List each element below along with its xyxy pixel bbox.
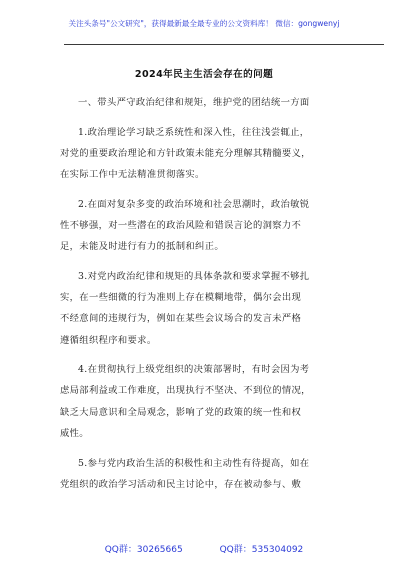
paragraph-5	[60, 453, 350, 495]
paragraph-2	[60, 194, 350, 258]
paragraph-line: 对党的重要政治理论和方针政策未能充分理解其精髓要义，	[60, 147, 311, 159]
paragraph-line: 2.在面对复杂多变的政治环境和社会思潮时，政治敏锐	[78, 198, 310, 210]
header-banner: 关注头条号"公文研究"，获得最新最全最专业的公文资料库！ 微信：gongwenyj	[68, 19, 340, 28]
paragraph-line: 足，未能及时进行有力的抵制和纠正。	[60, 241, 224, 253]
page-title: 2024年民主生活会存在的问题	[134, 69, 274, 80]
paragraph-line: 1.政治理论学习缺乏系统性和深入性，往往浅尝辄止，	[78, 126, 310, 138]
paragraph-1	[60, 122, 350, 186]
section-heading: 一、带头严守政治纪律和规矩，维护党的团结统一方面	[78, 97, 310, 108]
header-divider	[64, 44, 384, 45]
paragraph-line: 虑局部利益或工作难度，出现执行不坚决、不到位的情况，	[60, 385, 311, 397]
paragraph-line: 遵循组织程序和要求。	[60, 334, 157, 346]
paragraph-line: 在实际工作中无法精准贯彻落实。	[60, 169, 205, 181]
document-body	[60, 92, 350, 495]
paragraph-line: 性不够强，对一些潜在的政治风险和错误言论的洞察力不	[60, 220, 302, 232]
paragraph-line: 党组织的政治学习活动和民主讨论中，存在被动参与、敷	[60, 478, 302, 490]
paragraph-line: 威性。	[60, 427, 89, 439]
paragraph-line: 3.对党内政治纪律和规矩的具体条款和要求掌握不够扎	[78, 270, 310, 282]
footer-contacts	[0, 542, 408, 555]
footer-qq-group-2: QQ群：535304092	[219, 545, 304, 555]
footer-qq-group-1: QQ群：30265665	[104, 545, 183, 555]
paragraph-3	[60, 266, 350, 351]
paragraph-line: 不经意间的违规行为，例如在某些会议场合的发言未严格	[60, 313, 302, 325]
paragraph-line: 4.在贯彻执行上级党组织的决策部署时，有时会因为考	[78, 364, 310, 376]
paragraph-line: 实，在一些细微的行为准则上存在模糊地带，偶尔会出现	[60, 292, 302, 304]
paragraph-line: 5.参与党内政治生活的积极性和主动性有待提高，如在	[78, 457, 310, 469]
paragraph-4	[60, 359, 350, 444]
paragraph-line: 缺乏大局意识和全局观念，影响了党的政策的统一性和权	[60, 406, 302, 418]
